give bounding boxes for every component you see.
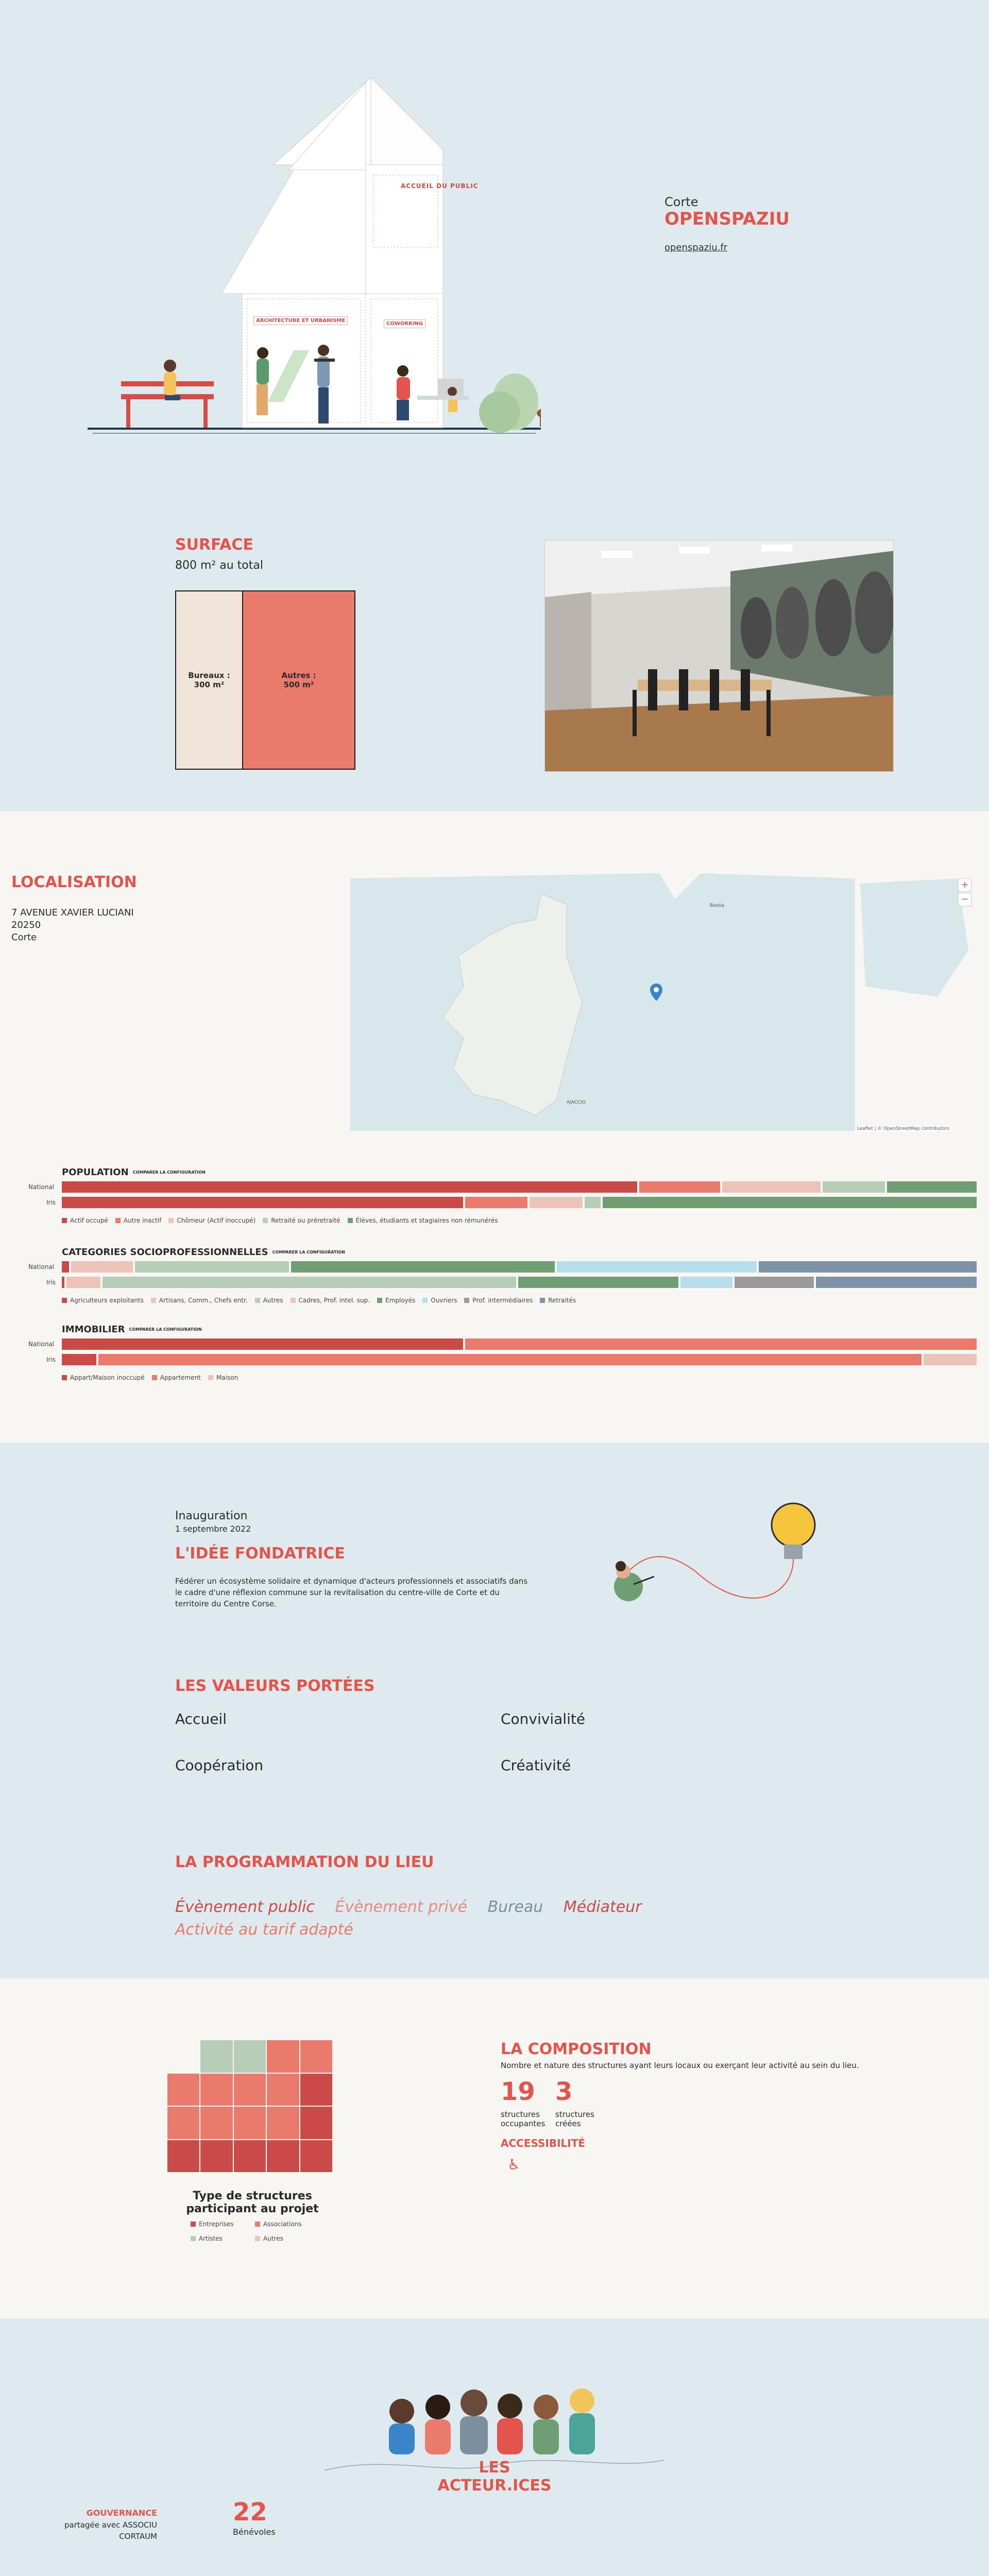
surface-bureaux-block	[176, 591, 243, 769]
legend-swatch	[422, 1298, 428, 1303]
legend-label: Entreprises	[199, 2221, 234, 2228]
composition-legend-item	[191, 2221, 248, 2228]
csp-bar-segment	[103, 1277, 516, 1288]
accessibilite-title: ACCESSIBILITÉ	[501, 2137, 586, 2149]
legend-swatch	[62, 1375, 67, 1380]
composition-legend-item	[255, 2221, 312, 2228]
immobilier-row-label-iris: Iris	[46, 1356, 56, 1363]
legend-label: Actif occupé	[70, 1217, 108, 1224]
gouvernance-text-2: CORTAUM	[119, 2532, 157, 2541]
csp-title: CATEGORIES SOCIOPROFESSIONNELLES	[62, 1247, 268, 1258]
csp-bar-segment	[518, 1277, 679, 1288]
imm-legend-item	[152, 1374, 201, 1381]
population-compare-tag[interactable]: COMPARER LA CONFIGURATION	[132, 1170, 206, 1175]
csp-legend-item	[291, 1297, 370, 1304]
population-title: POPULATION	[62, 1167, 129, 1178]
composition-grid-title: Type de structures participant au projet	[186, 2190, 319, 2215]
map-marker-icon[interactable]	[650, 984, 662, 1001]
programmation-item-0: Évènement public	[175, 1898, 315, 1916]
inauguration-date: 1 septembre 2022	[175, 1524, 251, 1534]
composition-section	[0, 1978, 989, 2318]
idee-title: L'IDÉE FONDATRICE	[175, 1545, 345, 1563]
pop-legend-item	[115, 1217, 162, 1224]
csp-bar-segment	[135, 1261, 289, 1273]
composition-cell	[300, 2074, 332, 2106]
legend-label: Maison	[216, 1374, 238, 1381]
population-bar-iris	[62, 1197, 979, 1208]
structures-creees-count: 3	[555, 2077, 573, 2106]
valeur-item-2: Coopération	[175, 1757, 264, 1774]
programmation-list	[175, 1896, 690, 1941]
composition-cell	[234, 2040, 266, 2073]
hero-website-link[interactable]: openspaziu.fr	[664, 242, 728, 253]
legend-swatch	[255, 2222, 260, 2227]
legend-label: Cadres, Prof. intel. sup.	[298, 1297, 370, 1304]
valeurs-title: LES VALEURS PORTÉES	[175, 1677, 375, 1695]
pop-bar-segment	[603, 1197, 977, 1208]
composition-cell	[234, 2074, 266, 2106]
csp-legend-item	[377, 1297, 415, 1304]
csp-bar-national	[62, 1261, 979, 1273]
csp-row-label-national: National	[28, 1263, 55, 1270]
wheelchair-icon: ♿	[507, 2156, 521, 2173]
legend-swatch	[62, 1218, 67, 1223]
legend-label: Élèves, étudiants et stagiaires non rémunérés	[355, 1217, 498, 1224]
composition-legend-item	[191, 2235, 248, 2242]
imm-legend-item	[208, 1374, 238, 1381]
composition-grid-legend	[191, 2221, 319, 2242]
pop-bar-segment	[823, 1181, 885, 1193]
csp-legend-item	[464, 1297, 533, 1304]
composition-cell	[267, 2140, 299, 2173]
legend-swatch	[208, 1375, 213, 1380]
map[interactable]	[340, 873, 979, 1133]
localisation-title: LOCALISATION	[11, 873, 137, 891]
acteurs-illustration	[381, 2375, 608, 2458]
population-bar-national	[62, 1181, 979, 1193]
hero-title: OPENSPAZIU	[664, 209, 790, 229]
pop-legend-item	[348, 1217, 498, 1224]
csp-bar-segment	[62, 1261, 69, 1273]
hero-section	[0, 0, 989, 464]
legend-swatch	[464, 1298, 469, 1303]
legend-label: Appartement	[160, 1374, 201, 1381]
surface-bureaux-label: Bureaux : 300 m²	[188, 671, 230, 689]
csp-bar-segment	[71, 1261, 133, 1273]
composition-cell	[200, 2040, 232, 2073]
benevoles-label: Bénévoles	[233, 2527, 276, 2537]
immobilier-legend	[62, 1372, 245, 1382]
composition-cell	[200, 2140, 232, 2173]
programmation-title: LA PROGRAMMATION DU LIEU	[175, 1853, 434, 1871]
legend-label: Artisans, Comm., Chefs entr.	[159, 1297, 248, 1304]
composition-cell	[167, 2140, 199, 2173]
inauguration-label: Inauguration	[175, 1510, 248, 1522]
legend-label: Autre inactif	[123, 1217, 162, 1224]
localisation-address: 7 AVENUE XAVIER LUCIANI	[11, 907, 134, 918]
csp-bar-segment	[62, 1277, 64, 1288]
legend-label: Appart/Maison inoccupé	[70, 1374, 145, 1381]
legend-label: Retraité ou préretraité	[271, 1217, 340, 1224]
structures-occupantes-label: structures occupantes	[501, 2110, 545, 2128]
csp-legend	[62, 1295, 583, 1305]
pop-legend-item	[263, 1217, 340, 1224]
composition-cell	[167, 2107, 199, 2139]
immobilier-compare-tag[interactable]: COMPARER LA CONFIGURATION	[129, 1327, 202, 1332]
composition-cell	[167, 2074, 199, 2106]
surface-chart	[175, 590, 355, 770]
legend-swatch	[62, 1298, 67, 1303]
legend-label: Associations	[263, 2221, 302, 2228]
structures-creees-label: structures créées	[555, 2110, 594, 2128]
composition-title: LA COMPOSITION	[501, 2040, 652, 2058]
gouvernance-text-1: partagée avec ASSOCIU	[64, 2520, 157, 2530]
csp-bar-segment	[291, 1261, 555, 1273]
benevoles-count: 22	[233, 2498, 267, 2527]
localisation-zip: 20250	[11, 920, 41, 930]
pop-bar-segment	[465, 1197, 527, 1208]
composition-cell	[267, 2107, 299, 2139]
csp-legend-item	[255, 1297, 283, 1304]
csp-bar-segment	[66, 1277, 100, 1288]
composition-cell	[200, 2107, 232, 2139]
pop-bar-segment	[639, 1181, 720, 1193]
legend-label: Employés	[385, 1297, 416, 1304]
legend-swatch	[255, 1298, 260, 1303]
csp-compare-tag[interactable]: COMPARER LA CONFIGURATION	[272, 1250, 345, 1255]
surface-total: 800 m² au total	[175, 559, 263, 572]
legend-label: Autres	[263, 1297, 283, 1304]
legend-swatch	[291, 1298, 296, 1303]
valeur-item-3: Créativité	[501, 1757, 571, 1774]
map-label-bastia: Bastia	[710, 903, 724, 908]
pop-bar-segment	[585, 1197, 601, 1208]
valeur-item-1: Convivialité	[501, 1710, 586, 1727]
csp-block	[0, 1247, 989, 1324]
population-block	[0, 1167, 989, 1244]
legend-swatch	[168, 1218, 174, 1223]
composition-cell	[300, 2107, 332, 2139]
composition-cell	[234, 2107, 266, 2139]
structures-occupantes-count: 19	[501, 2077, 535, 2106]
legend-label: Chômeur (Actif inoccupé)	[177, 1217, 256, 1224]
imm-bar-segment	[465, 1338, 977, 1350]
legend-swatch	[255, 2236, 260, 2241]
acteurs-section	[0, 2318, 989, 2576]
legend-swatch	[151, 1298, 156, 1303]
imm-bar-segment	[924, 1354, 977, 1365]
legend-label: Ouvriers	[431, 1297, 457, 1304]
population-row-label-national: National	[28, 1183, 55, 1191]
building-illustration	[88, 72, 541, 438]
legend-swatch	[540, 1298, 545, 1303]
composition-cell	[300, 2140, 332, 2173]
pop-bar-segment	[62, 1181, 637, 1193]
idee-text: Fédérer un écosystème solidaire et dynamique d'acteurs professionnels et associatifs dans le cadre d'une réflexion commune sur la revitalisation du centre-ville de Corte et du territoire du Centre Corse.	[175, 1577, 528, 1608]
immobilier-bar-iris	[62, 1354, 979, 1365]
map-zoom-out-button[interactable]: −	[958, 893, 971, 906]
legend-label: Prof. intermédiaires	[472, 1297, 533, 1304]
legend-label: Artistes	[199, 2235, 223, 2242]
immobilier-block	[0, 1324, 989, 1401]
composition-cell	[300, 2040, 332, 2073]
pop-bar-segment	[530, 1197, 583, 1208]
csp-legend-item	[540, 1297, 576, 1304]
map-zoom-in-button[interactable]: +	[958, 878, 971, 892]
surface-title: SURFACE	[175, 536, 253, 554]
gouvernance-title: GOUVERNANCE	[86, 2508, 157, 2518]
surface-autres-block	[243, 591, 354, 769]
composition-cell	[267, 2074, 299, 2106]
csp-bar-segment	[557, 1261, 757, 1273]
legend-swatch	[348, 1218, 353, 1223]
csp-bar-segment	[759, 1261, 977, 1273]
legend-label: Retraités	[548, 1297, 576, 1304]
csp-row-label-iris: Iris	[46, 1279, 56, 1286]
pop-legend-item	[168, 1217, 255, 1224]
imm-legend-item	[62, 1374, 145, 1381]
csp-bar-segment	[816, 1277, 977, 1288]
legend-swatch	[152, 1375, 157, 1380]
immobilier-bar-national	[62, 1338, 979, 1350]
imm-bar-segment	[98, 1354, 922, 1365]
label-architecture: ARCHITECTURE ET URBANISME	[253, 316, 348, 325]
population-row-label-iris: Iris	[46, 1199, 56, 1206]
legend-swatch	[377, 1298, 382, 1303]
imm-bar-segment	[62, 1338, 463, 1350]
localisation-section	[0, 811, 989, 1443]
csp-bar-segment	[735, 1277, 814, 1288]
legend-swatch	[191, 2236, 196, 2241]
composition-legend-item	[255, 2235, 312, 2242]
localisation-city: Corte	[11, 932, 37, 943]
csp-bar-iris	[62, 1277, 979, 1288]
pop-legend-item	[62, 1217, 108, 1224]
immobilier-title: IMMOBILIER	[62, 1324, 125, 1335]
csp-legend-item	[62, 1297, 144, 1304]
label-accueil-public: ACCUEIL DU PUBLIC	[401, 182, 479, 190]
hero-city: Corte	[664, 195, 698, 209]
idee-section	[0, 1443, 989, 1978]
population-legend	[62, 1215, 505, 1225]
legend-swatch	[263, 1218, 268, 1223]
composition-cell	[234, 2140, 266, 2173]
programmation-item-2: Bureau	[487, 1898, 543, 1916]
csp-bar-segment	[680, 1277, 732, 1288]
legend-label: Autres	[263, 2235, 283, 2242]
pop-bar-segment	[62, 1197, 463, 1208]
composition-subtitle: Nombre et nature des structures ayant leurs locaux ou exerçant leur activité au sein du lieu.	[501, 2061, 859, 2070]
pop-bar-segment	[887, 1181, 977, 1193]
surface-section	[0, 464, 989, 811]
map-attribution[interactable]: Leaflet | © OpenStreetMap contributors	[855, 1126, 951, 1132]
composition-grid	[167, 2040, 332, 2172]
legend-label: Agriculteurs exploitants	[70, 1297, 144, 1304]
legend-swatch	[115, 1218, 121, 1223]
label-coworking: COWORKING	[384, 319, 425, 328]
surface-photo	[544, 540, 894, 772]
pop-bar-segment	[722, 1181, 821, 1193]
acteurs-title: LES ACTEUR.ICES	[437, 2459, 552, 2495]
csp-legend-item	[422, 1297, 457, 1304]
lightbulb-illustration	[592, 1494, 824, 1628]
programmation-item-1: Évènement privé	[335, 1898, 468, 1916]
legend-swatch	[191, 2222, 196, 2227]
composition-cell	[267, 2040, 299, 2073]
map-label-ajaccio: AJACCIO	[567, 1100, 586, 1105]
composition-cell	[167, 2040, 199, 2073]
programmation-item-3: Médiateur	[563, 1898, 642, 1916]
imm-bar-segment	[62, 1354, 96, 1365]
programmation-item-4: Activité au tarif adapté	[175, 1921, 353, 1939]
csp-legend-item	[151, 1297, 248, 1304]
surface-autres-label: Autres : 500 m²	[281, 671, 316, 689]
immobilier-row-label-national: National	[28, 1341, 55, 1348]
composition-cell	[200, 2074, 232, 2106]
valeur-item-0: Accueil	[175, 1710, 227, 1727]
